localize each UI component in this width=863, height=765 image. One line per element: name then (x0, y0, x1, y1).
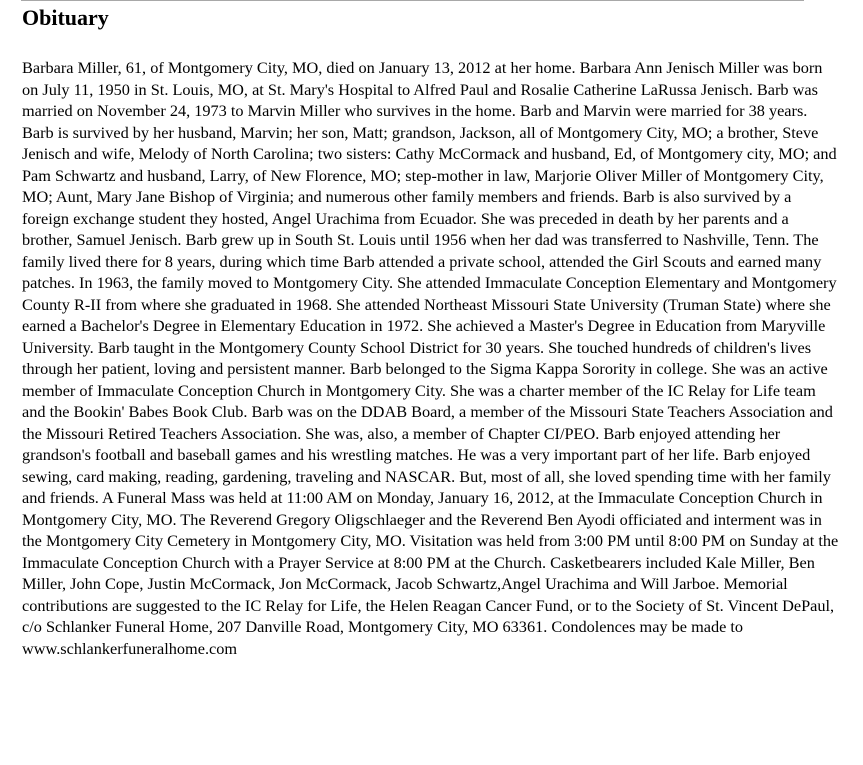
top-divider (21, 0, 804, 1)
page-title: Obituary (22, 5, 109, 30)
obituary-body: Barbara Miller, 61, of Montgomery City, MO, died on January 13, 2012 at her home. Barbara Ann Jenisch Miller was born on July 11, 1950 in St. Louis, MO, at St. Mary's Hospital to Alfred Paul and Rosalie Catherine LaRussa Jenisch. Barb was married on November 24, 1973 to Marvin Miller who survives in the home. Barb and Marvin were married for 38 years. Barb is survived by her husband, Marvin; her son, Matt; grandson, Jackson, all of Montgomery City, MO; a brother, Steve Jenisch and wife, Melody of North Carolina; two sisters: Cathy McCormack and husband, Ed, of Montgomery city, MO; and Pam Schwartz and husband, Larry, of New Florence, MO; step-mother in law, Marjorie Oliver Miller of Montgomery City, MO; Aunt, Mary Jane Bishop of Virginia; and numerous other family members and friends. Barb is also survived by a foreign exchange student they hosted, Angel Urachima from Ecuador. She was preceded in death by her parents and a brother, Samuel Jenisch. Barb grew up in South St. Louis until 1956 when her dad was transferred to Nashville, Tenn. The family lived there for 8 years, during which time Barb attended a private school, attended the Girl Scouts and earned many patches. In 1963, the family moved to Montgomery City. She attended Immaculate Conception Elementary and Montgomery County R-II from where she graduated in 1968. She attended Northeast Missouri State University (Truman State) where she earned a Bachelor's Degree in Elementary Education in 1972. She achieved a Master's Degree in Education from Maryville University. Barb taught in the Montgomery County School District for 30 years. She touched hundreds of children's lives through her patient, loving and persistent manner. Barb belonged to the Sigma Kappa Sorority in college. She was an active member of Immaculate Conception Church in Montgomery City. She was a charter member of the IC Relay for Life team and the Bookin' Babes Book Club. Barb was on the DDAB Board, a member of the Missouri State Teachers Association and the Missouri Retired Teachers Association. She was, also, a member of Chapter CI/PEO. Barb enjoyed attending her grandson's football and baseball games and his wrestling matches. He was a very important part of her life. Barb enjoyed sewing, card making, reading, gardening, traveling and NASCAR. But, most of all, she loved spending time with her family and friends. A Funeral Mass was held at 11:00 AM on Monday, January 16, 2012, at the Immaculate Conception Church in Montgomery City, MO. The Reverend Gregory Oligschlaeger and the Reverend Ben Ayodi officiated and interment was in the Montgomery City Cemetery in Montgomery City, MO. Visitation was held from 3:00 PM until 8:00 PM on Sunday at the Immaculate Conception Church with a Prayer Service at 8:00 PM at the Church. Casketbearers included Kale Miller, Ben Miller, John Cope, Justin McCormack, Jon McCormack, Jacob Schwartz,Angel Urachima and Will Jarboe. Memorial contributions are suggested to the IC Relay for Life, the Helen Reagan Cancer Fund, or to the Society of St. Vincent DePaul, c/o Schlanker Funeral Home, 207 Danville Road, Montgomery City, MO 63361. Condolences may be made to www.schlankerfuneralhome.com (22, 58, 839, 658)
